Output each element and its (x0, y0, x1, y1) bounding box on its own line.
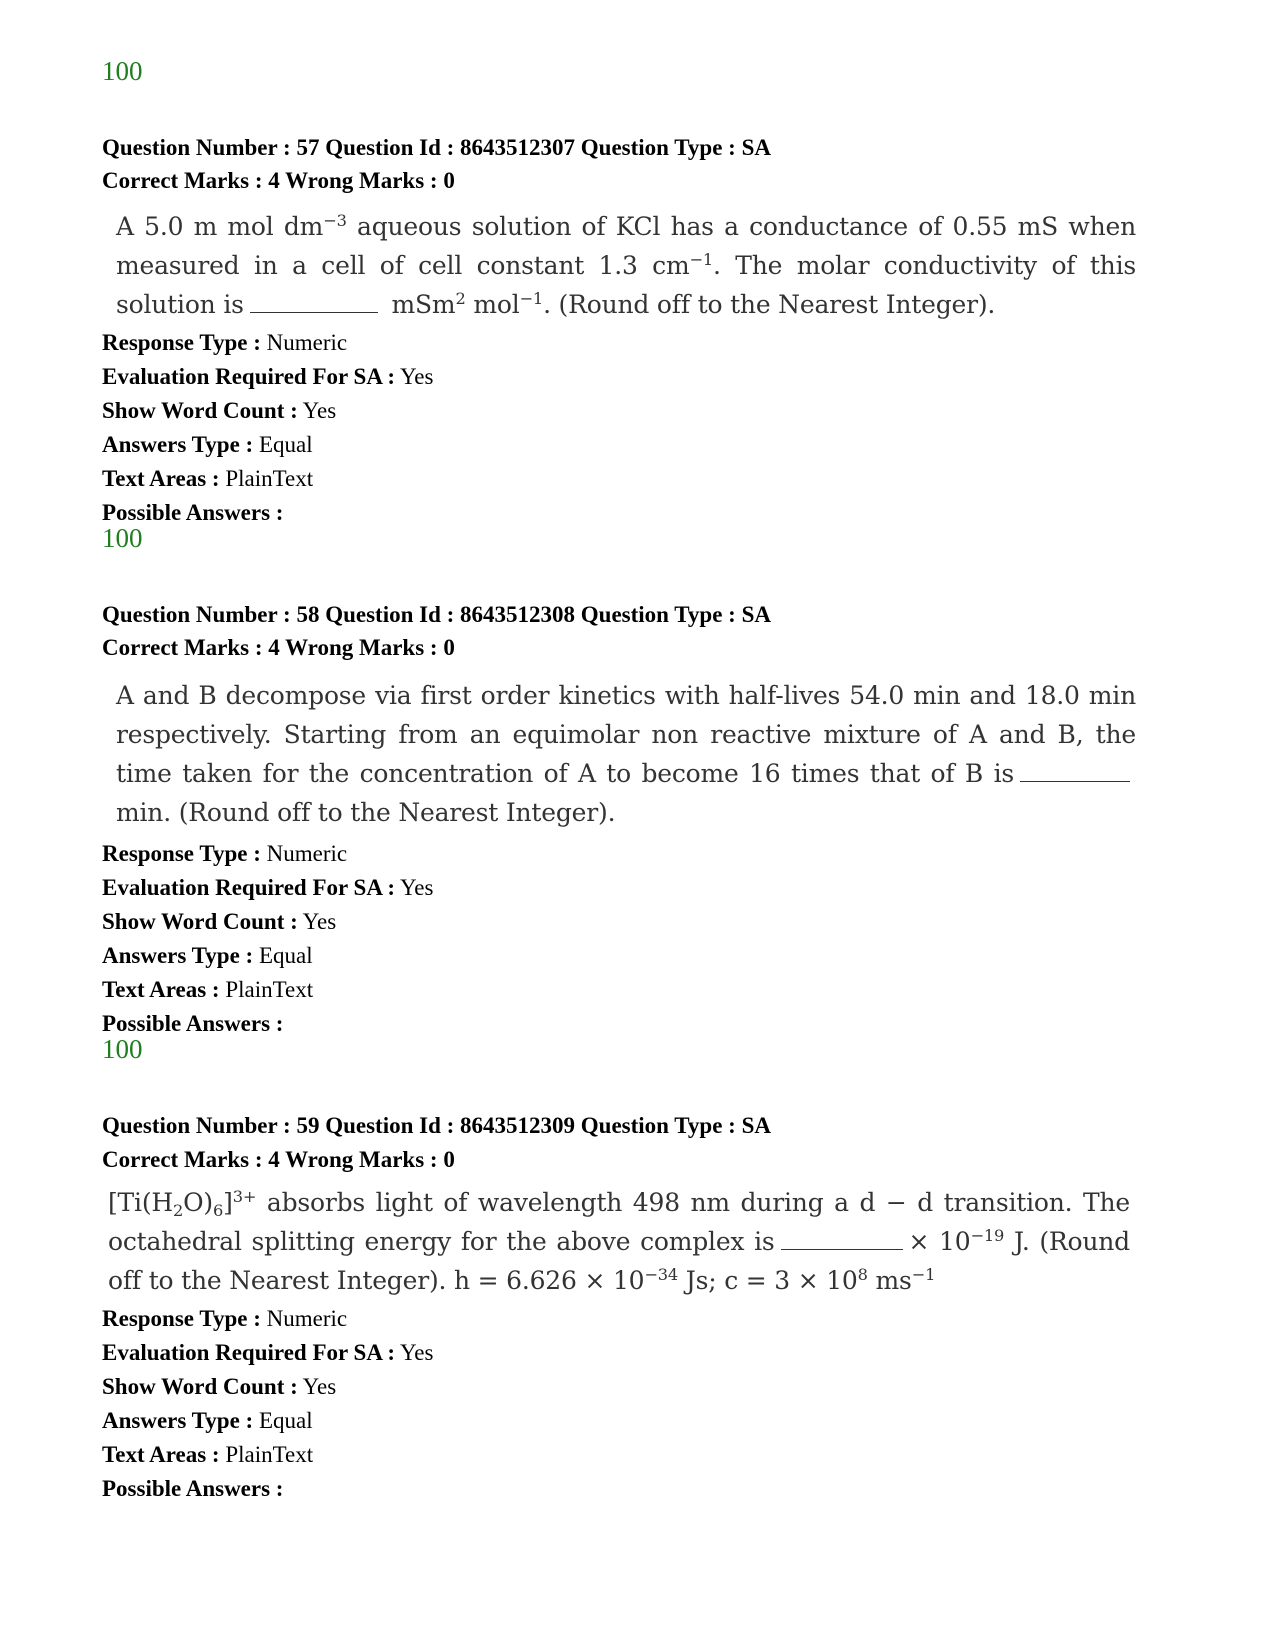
meta-show-word-count: Show Word Count : Yes (102, 398, 337, 423)
meta-evaluation-required: Evaluation Required For SA : Yes (102, 1340, 434, 1365)
meta-response-type: Response Type : Numeric (102, 330, 348, 355)
meta-response-type: Response Type : Numeric (102, 841, 348, 866)
question-text: $[Ti(H_2O)_6]^{3+}$ absorbs light of wavelength 498 nm during a d − d transition. The octahedral splitting energy for the above complex is × $10^{-19}$ J. (Round off to the Nearest Integer). $h = 6.626 \times 10^{-34}$ Js; $c = 3 \times 10^8$ $ms^{-1}$ (108, 1187, 1130, 1295)
question-header: Question Number : 58 Question Id : 8643512308 Question Type : SA (102, 602, 771, 627)
meta-show-word-count: Show Word Count : Yes (102, 909, 337, 934)
question-header: Question Number : 59 Question Id : 8643512309 Question Type : SA (102, 1113, 771, 1138)
possible-answer: 100 (102, 523, 143, 553)
meta-response-type: Response Type : Numeric (102, 1306, 348, 1331)
answer-blank (1020, 780, 1130, 782)
meta-answers-type: Answers Type : Equal (102, 943, 313, 968)
meta-evaluation-required: Evaluation Required For SA : Yes (102, 875, 434, 900)
question-text: A and B decompose via first order kinetics with half-lives 54.0 min and 18.0 min respectively. Starting from an equimolar non reactive mixture of A and B, the time taken for the concentration of A to become 16 times that of B ismin. (Round off to the Nearest Integer). (116, 681, 1136, 827)
meta-list (102, 837, 433, 1041)
marks-header: Correct Marks : 4 Wrong Marks : 0 (102, 635, 455, 660)
question-header: Question Number : 57 Question Id : 8643512307 Question Type : SA (102, 135, 771, 160)
meta-answers-type: Answers Type : Equal (102, 1408, 313, 1433)
meta-possible-answers: Possible Answers : (102, 1476, 284, 1501)
meta-list (102, 326, 433, 530)
meta-possible-answers: Possible Answers : (102, 500, 284, 525)
meta-evaluation-required: Evaluation Required For SA : Yes (102, 364, 434, 389)
meta-list (102, 1302, 433, 1506)
meta-text-areas: Text Areas : PlainText (102, 466, 314, 491)
meta-text-areas: Text Areas : PlainText (102, 1442, 314, 1467)
question-text: A 5.0 m mol $dm^{-3}$ aqueous solution of KCl has a conductance of 0.55 mS when measured in a cell of cell constant 1.3 $cm^{-1}$. The molar conductivity of this solution is mSm$^2$ mol$^{-1}$. (Round off to the Nearest Integer). (116, 211, 1136, 319)
marks-header: Correct Marks : 4 Wrong Marks : 0 (102, 168, 455, 193)
meta-possible-answers: Possible Answers : (102, 1011, 284, 1036)
meta-answers-type: Answers Type : Equal (102, 432, 313, 457)
possible-answer: 100 (102, 1034, 143, 1064)
meta-text-areas: Text Areas : PlainText (102, 977, 314, 1002)
answer-blank (781, 1248, 903, 1250)
meta-show-word-count: Show Word Count : Yes (102, 1374, 337, 1399)
marks-header: Correct Marks : 4 Wrong Marks : 0 (102, 1147, 455, 1172)
previous-answer: 100 (102, 56, 143, 86)
answer-blank (250, 311, 378, 313)
